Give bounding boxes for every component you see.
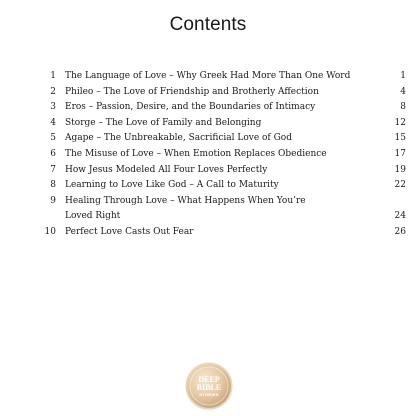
toc-entry-6[interactable] <box>0 147 416 163</box>
toc-number: 8 <box>50 180 56 191</box>
toc-number: 4 <box>50 117 56 128</box>
toc-title-continued: Loved Right <box>65 211 121 222</box>
toc-entry-8[interactable] <box>0 178 416 194</box>
toc-page-number: 12 <box>394 117 406 128</box>
logo-emblem <box>187 364 231 408</box>
toc-entry-9[interactable] <box>0 194 416 210</box>
logo-text-line2: BIBLE <box>196 383 222 392</box>
toc-title: Perfect Love Casts Out Fear <box>65 226 194 237</box>
toc-title: Learning to Love Like God – A Call to Maturity <box>65 180 279 191</box>
toc-title: Storge – The Love of Family and Belonging <box>65 117 262 128</box>
toc-number: 7 <box>50 164 56 175</box>
toc-page-number: 8 <box>400 102 406 113</box>
toc-number: 1 <box>50 71 56 81</box>
toc-number: 9 <box>50 195 56 206</box>
toc-number: 3 <box>50 102 56 113</box>
logo-text-line1: DEEP <box>198 375 220 384</box>
toc-entry-2[interactable] <box>0 85 416 101</box>
toc-number: 10 <box>44 226 56 237</box>
toc-page-number: 4 <box>400 86 406 97</box>
toc-title: Agape – The Unbreakable, Sacrificial Love of God <box>65 133 292 144</box>
toc-title: The Language of Love – Why Greek Had More Than One Word <box>65 71 351 81</box>
toc-page-number: 19 <box>394 164 406 175</box>
logo-text-line3: STORIES <box>199 392 219 397</box>
toc-number: 2 <box>50 86 56 97</box>
toc-entry-5[interactable] <box>0 131 416 147</box>
toc-entry-3[interactable] <box>0 100 416 116</box>
toc-page-number: 1 <box>400 71 406 81</box>
toc-entry-9-continued[interactable] <box>0 209 416 225</box>
toc-title: The Misuse of Love – When Emotion Replaces Obedience <box>65 148 327 159</box>
toc-number: 6 <box>50 148 56 159</box>
toc-page-number: 17 <box>394 148 406 159</box>
table-of-contents <box>0 69 416 241</box>
toc-page-number: 26 <box>394 226 406 237</box>
toc-title: How Jesus Modeled All Four Loves Perfectly <box>65 164 268 175</box>
toc-title: Eros – Passion, Desire, and the Boundaries of Intimacy <box>65 102 316 113</box>
deep-bible-stories-logo <box>187 364 231 408</box>
toc-page-number: 22 <box>394 180 406 191</box>
page-title: Contents <box>169 14 247 35</box>
toc-entry-10[interactable] <box>0 225 416 241</box>
toc-number: 5 <box>50 133 56 144</box>
toc-title: Healing Through Love – What Happens When You’re <box>65 195 306 206</box>
toc-entry-1[interactable] <box>0 69 416 85</box>
toc-entry-4[interactable] <box>0 116 416 132</box>
toc-entry-7[interactable] <box>0 163 416 179</box>
toc-page-number: 24 <box>394 211 406 222</box>
toc-title: Phileo – The Love of Friendship and Brotherly Affection <box>65 86 319 97</box>
toc-page-number: 15 <box>394 133 406 144</box>
